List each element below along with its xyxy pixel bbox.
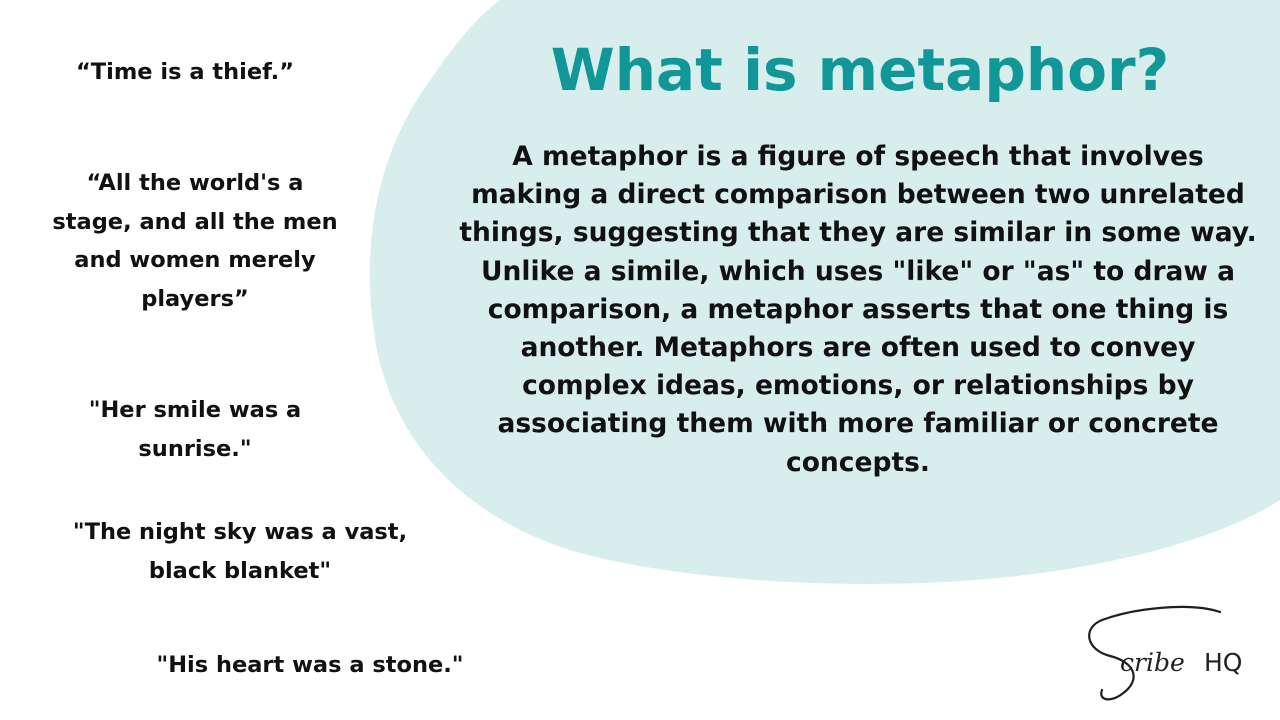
example-night-sky-blanket: "The night sky was a vast, black blanket" [72,519,408,584]
logo-hq-text: HQ [1204,648,1243,677]
logo-script-text: cribe [1120,648,1185,677]
definition-text: A metaphor is a figure of speech that involves making a direct comparison between two unrelated things, suggesting that they are similar in some way. Unlike a simile, which uses "like" or "as" to draw a comparison, a metaphor asserts that one thing is another. Metaphors are often used to convey complex ideas, emotions, or relationships by associating them with more familiar or concrete concepts. [459,141,1257,478]
example-worlds-stage: “All the world's a stage, and all the men and women merely players” [52,170,338,312]
example-heart-stone: "His heart was a stone." [156,652,464,678]
example-time-thief: “Time is a thief.” [76,59,294,85]
page-title: What is metaphor? [550,36,1170,104]
example-smile-sunrise: "Her smile was a sunrise." [88,397,302,462]
